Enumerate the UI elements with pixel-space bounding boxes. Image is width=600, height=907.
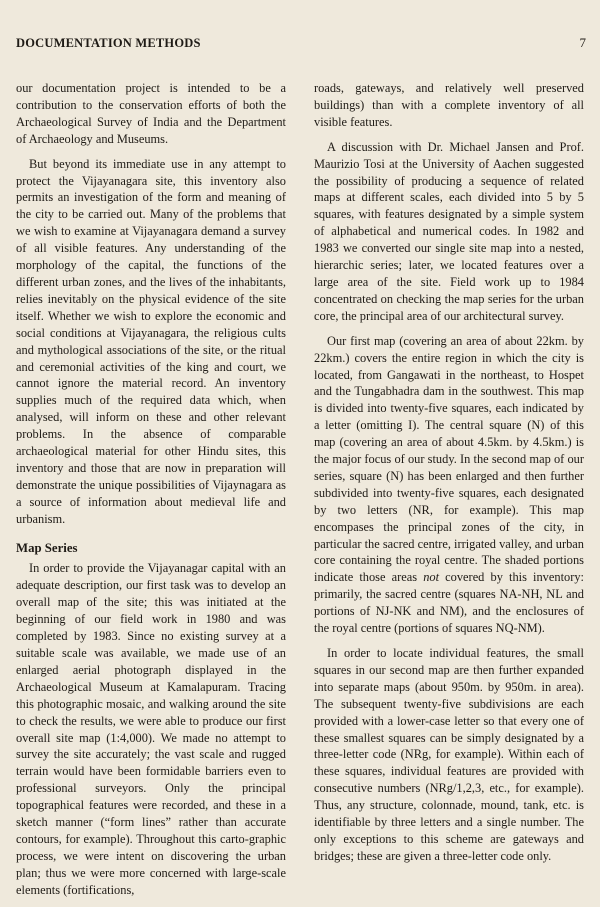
page-number: 7 [579, 35, 586, 50]
paragraph [314, 333, 584, 637]
emphasis: not [423, 570, 440, 585]
paragraph-text: Our first map (covering an area of about 22km. by 22km.) covers the entire region in which the city is located, from Gangawati in the northeast, to Hospet and the Tungabhadra dam in the southwest. This map is divided into twenty-five squares, each indicated by a letter (omitting I). The central square (N) of this map (covering an area of about 4.5km. by 4.5km.) is the major focus of our study. In the second map of our series, square (N) has been enlarged and then further subdivided into twenty-five squares, each designated by two letters (NR, for example). This map encompases the principal zones of the city, in particular the sacred centre, irrigated valley, and urban core containing the royal centre. The shaded portions indicate those areas [314, 333, 584, 585]
paragraph: our documentation project is intended to be a contribution to the conservation efforts of both the Archaeological Survey of India and the Department of Archaeology and Museums. [16, 81, 286, 146]
left-column [16, 80, 286, 907]
paragraph: In order to provide the Vijayanagar capital with an adequate description, our first task was to develop an overall map of the site; this was initiated at the beginning of our field work in 1980 and was completed by 1983. Since no existing survey at a suitable scale was available, we made use of an enlarged aerial photograph displayed in the Archaeological Museum at Kamalapuram. Tracing this photographic mosaic, and walking around the site to check the results, we were able to produce our first overall site map (1:4,000). We made no attempt to survey the site accurately; the vast scale and rugged terrain would have been formidable barriers even to professional surveyors. Only the principal topographical features were recorded, and these in a sketch manner (“form lines” rather than accurate contours, for example). Throughout this carto-graphic process, we were intent on discovering the urban plan; thus we were more concerned with large-scale elements (fortifications, [16, 561, 286, 897]
paragraph: A discussion with Dr. Michael Jansen and Prof. Maurizio Tosi at the University of Aachen suggested the possibility of producing a sequence of related maps at different scales, each divided into 5 by 5 squares, with features designated by a simple system of alphabetical and numerical codes. In 1982 and 1983 we converted our single site map into a nested, hierarchic series; later, we located features over a large area of the site. Field work up to 1984 concentrated on checking the map series for the urban core, the principal area of our architectural survey. [314, 139, 584, 323]
paragraph: But beyond its immediate use in any attempt to protect the Vijayanagara site, this inventory also permits an investigation of the form and meaning of the city to be carried out. Many of the problems that we wish to examine at Vijayanagara demand a survey of all visible features. Any understanding of the morphology of the capital, the functions of the different urban zones, and the lives of the inhabitants, relies inevitably on the physical evidence of the site itself. Whether we wish to explore the economic and social conditions at Vijayanagara, the religious cults and mythological associations of the site, or the ritual and ceremonial activities of the king and court, we cannot ignore the material record. An inventory supplies much of the required data which, when analysed, will inform on these and other relevant problems. In the absence of comparable archaeological material for other Hindu sites, this inventory and those that are now in preparation will demonstrate the unique possibilities of Vijaynagara as a source of information about medieval life and urbanism. [16, 156, 286, 526]
paragraph: roads, gateways, and relatively well preserved buildings) than with a complete inventory of all visible features. [314, 81, 584, 129]
section-heading: Map Series [16, 540, 78, 555]
paragraph: In order to locate individual features, the small squares in our second map are then further expanded into separate maps (about 950m. by 950m. in area). The subsequent twenty-five subdivisions are each provided with a lower-case letter so that every one of these smallest squares can be simply designated by a three-letter code (NRg, for example). Within each of these squares, individual features are provided with consecutive numbers (NRg/1,2,3, etc., for example). Thus, any structure, colonnade, mound, tank, etc. is identifiable by three letters and a single number. The only exceptions to this scheme are gateways and bridges; these are given a three-letter code only. [314, 646, 584, 863]
paragraph-text: covered by this inventory: primarily, the sacred centre (squares NA-NH, NL and portions of NJ-NK and NM), and the enclosures of the royal centre (portions of squares NQ-NM). [314, 570, 584, 636]
right-column [314, 80, 584, 873]
running-head: DOCUMENTATION METHODS [16, 36, 201, 50]
